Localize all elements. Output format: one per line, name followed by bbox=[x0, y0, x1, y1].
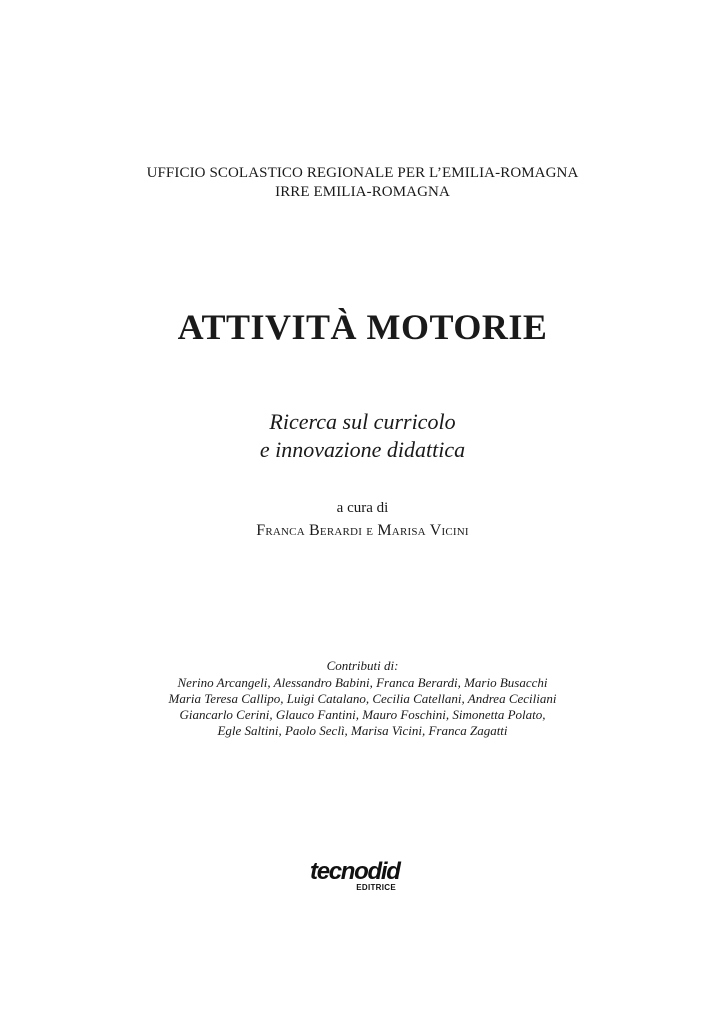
issuing-office: UFFICIO SCOLASTICO REGIONALE PER L’EMILIA-ROMAGNA bbox=[146, 165, 579, 181]
institute-name: IRRE EMILIA-ROMAGNA bbox=[275, 184, 450, 200]
contributors-line: Nerino Arcangeli, Alessandro Babini, Franca Berardi, Mario Busacchi bbox=[177, 675, 548, 690]
book-title: ATTIVITÀ MOTORIE bbox=[177, 307, 548, 347]
publisher-logo-tagline: EDITRICE bbox=[356, 883, 396, 892]
editor-names: Franca Berardi e Marisa Vicini bbox=[256, 522, 469, 539]
contributors-line: Giancarlo Cerini, Glauco Fantini, Mauro Foschini, Simonetta Polato, bbox=[179, 707, 546, 722]
subtitle-line-1: Ricerca sul curricolo bbox=[269, 409, 456, 434]
publisher-logo bbox=[310, 858, 402, 898]
publisher-logo-name: tecnodid bbox=[310, 858, 400, 885]
subtitle-line-2: e innovazione didattica bbox=[259, 437, 466, 462]
contributors-line: Maria Teresa Callipo, Luigi Catalano, Cecilia Catellani, Andrea Ceciliani bbox=[168, 691, 557, 706]
contributors-line: Egle Saltini, Paolo Seclì, Marisa Vicini, Franca Zagatti bbox=[217, 723, 508, 738]
edited-by-label: a cura di bbox=[336, 500, 389, 516]
contributors-heading: Contributi di: bbox=[326, 658, 399, 673]
